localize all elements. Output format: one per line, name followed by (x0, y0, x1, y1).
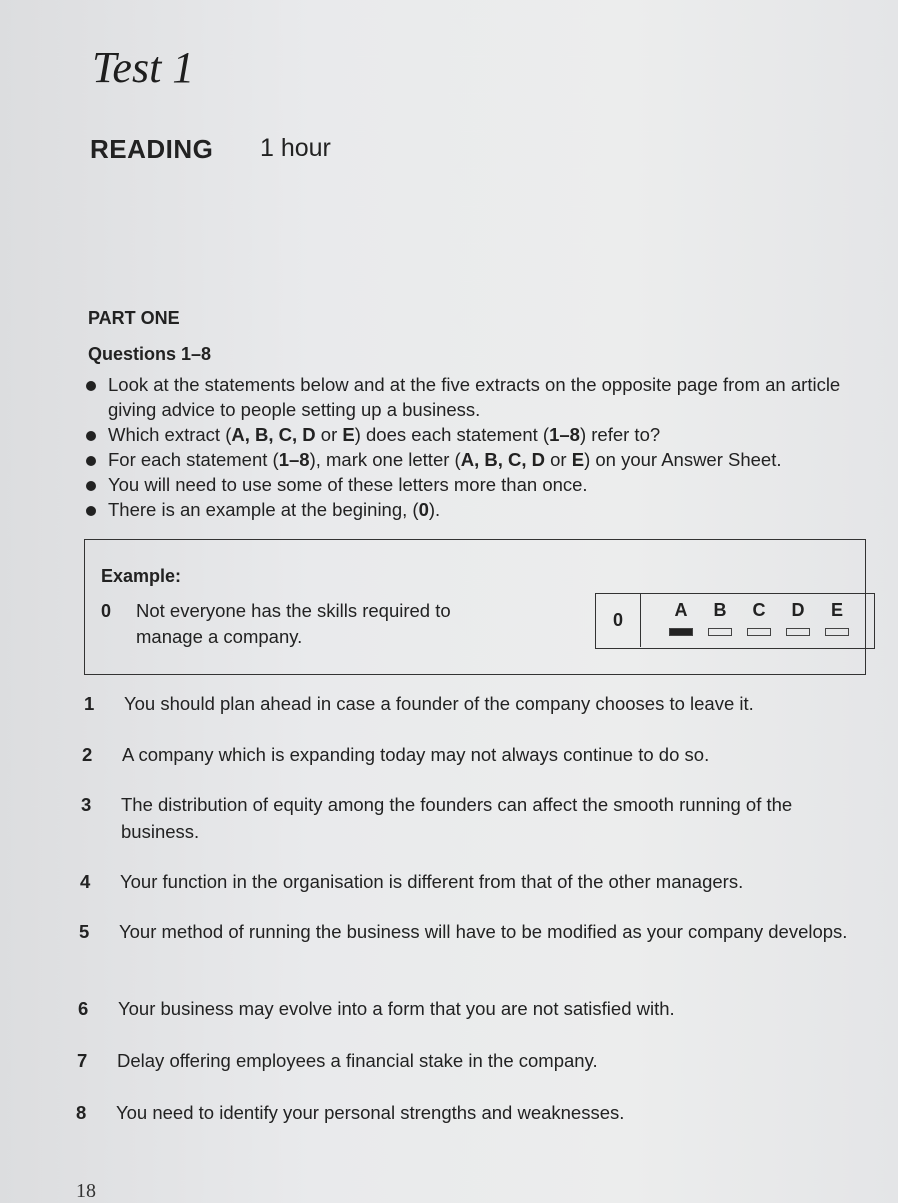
option-a-mark[interactable] (669, 628, 693, 636)
statement-number: 5 (79, 921, 90, 942)
statement-number: 3 (81, 794, 92, 815)
instruction-item: For each statement (1–8), mark one letter (A, B, C, D or E) on your Answer Sheet. (84, 447, 844, 472)
option-d-mark[interactable] (786, 628, 810, 636)
option-b-label: B (713, 600, 727, 620)
statement-text: Your method of running the business will have to be modified as your company develops. (119, 921, 848, 942)
instruction-item: You will need to use some of these letters more than once. (84, 472, 844, 497)
answer-grid (595, 593, 875, 649)
statement-text: The distribution of equity among the founders can affect the smooth running of the business. (121, 794, 793, 842)
statement-text: You need to identify your personal strengths and weaknesses. (116, 1102, 625, 1123)
example-number: 0 (101, 601, 112, 621)
bullet-icon (86, 506, 96, 516)
statement-number: 8 (76, 1102, 87, 1123)
page-number: 18 (76, 1180, 96, 1202)
instruction-item: Look at the statements below and at the five extracts on the opposite page from an article giving advice to people setting up a business. (84, 372, 844, 422)
part-heading: PART ONE (88, 308, 180, 328)
bullet-icon (86, 431, 96, 441)
instructions-list (84, 372, 844, 522)
section-heading: READING (90, 134, 214, 164)
bullet-icon (86, 381, 96, 391)
example-box (84, 539, 866, 675)
statement-number: 4 (80, 871, 91, 892)
statement-text: Delay offering employees a financial stake in the company. (117, 1050, 598, 1071)
option-e-label: E (830, 600, 843, 620)
option-c-label: C (752, 600, 766, 620)
questions-range: Questions 1–8 (88, 344, 212, 364)
statement-number: 7 (77, 1050, 88, 1071)
option-e-mark[interactable] (825, 628, 849, 636)
answer-number: 0 (596, 594, 641, 647)
instruction-item: There is an example at the begining, (0). (84, 497, 844, 522)
bullet-icon (86, 456, 96, 466)
section-duration: 1 hour (260, 134, 331, 162)
statement-text: You should plan ahead in case a founder of the company chooses to leave it. (124, 693, 754, 714)
statement-text: Your business may evolve into a form that you are not satisfied with. (118, 998, 675, 1019)
bullet-icon (86, 481, 96, 491)
statement-text: A company which is expanding today may not always continue to do so. (122, 744, 710, 765)
statement-number: 2 (82, 744, 93, 765)
option-a-label: A (674, 600, 688, 620)
statement-number: 6 (78, 998, 89, 1019)
statement-text: Your function in the organisation is different from that of the other managers. (120, 871, 744, 892)
instruction-item: Which extract (A, B, C, D or E) does each statement (1–8) refer to? (84, 422, 844, 447)
option-c-mark[interactable] (747, 628, 771, 636)
example-label: Example: (101, 566, 182, 586)
test-title: Test 1 (92, 43, 195, 92)
statement-number: 1 (84, 693, 95, 714)
option-b-mark[interactable] (708, 628, 732, 636)
option-d-label: D (791, 600, 805, 620)
example-text: Not everyone has the skills required to manage a company. (136, 600, 451, 647)
